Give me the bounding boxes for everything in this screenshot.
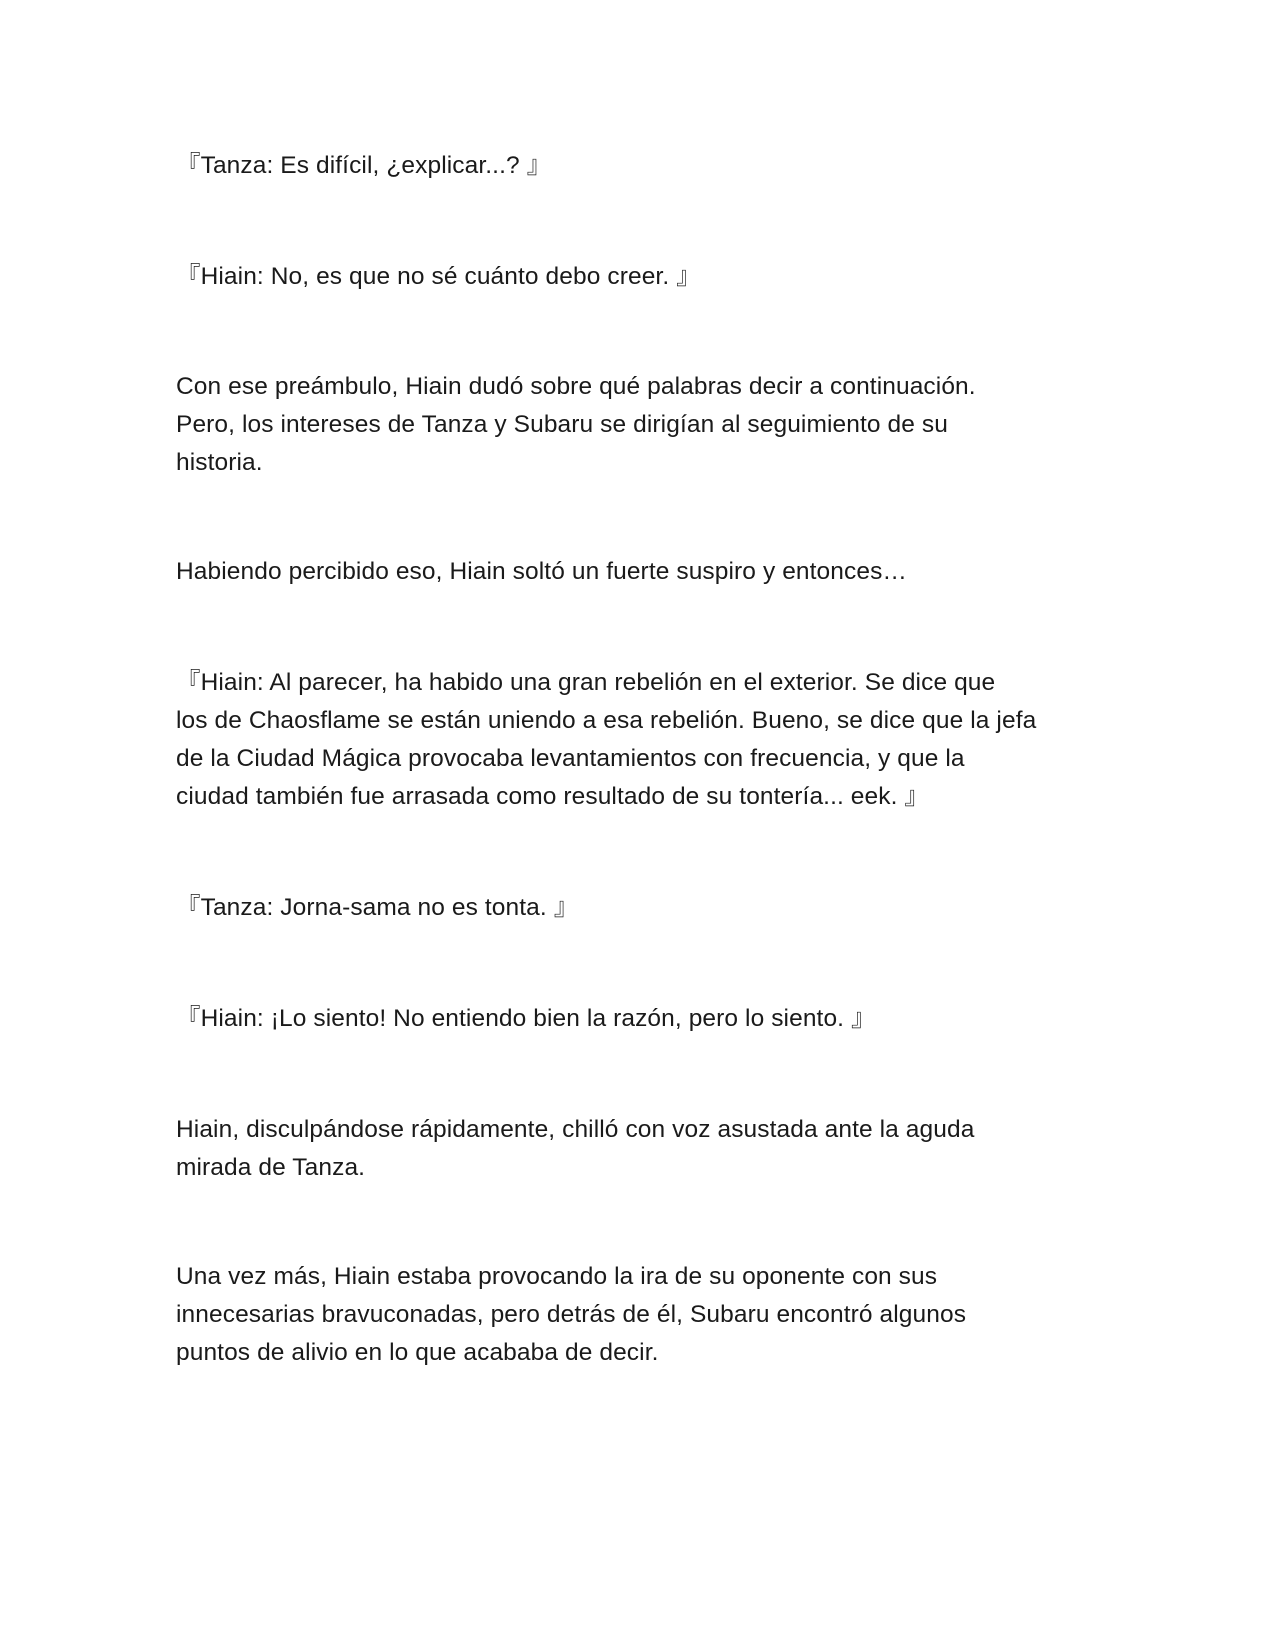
narration-paragraph — [176, 1111, 1106, 1187]
text-line: Pero, los intereses de Tanza y Subaru se dirigían al seguimiento de su — [176, 411, 948, 438]
narration-paragraph — [176, 1258, 1106, 1372]
dialogue-paragraph — [176, 258, 1106, 296]
narration-paragraph — [176, 553, 1106, 591]
text-line: puntos de alivio en lo que acababa de decir. — [176, 1339, 659, 1366]
text-line: 『Tanza: Jorna-sama no es tonta. 』 — [176, 894, 579, 921]
text-line: 『Hiain: No, es que no sé cuánto debo creer. 』 — [176, 263, 701, 290]
narration-paragraph — [176, 368, 1106, 482]
text-line: 『Hiain: ¡Lo siento! No entiendo bien la razón, pero lo siento. 』 — [176, 1005, 876, 1032]
text-line: historia. — [176, 449, 263, 476]
text-line: 『Tanza: Es difícil, ¿explicar...? 』 — [176, 152, 552, 179]
dialogue-paragraph — [176, 147, 1106, 185]
text-line: Habiendo percibido eso, Hiain soltó un fuerte suspiro y entonces… — [176, 558, 908, 585]
dialogue-paragraph — [176, 889, 1106, 927]
text-line: 『Hiain: Al parecer, ha habido una gran rebelión en el exterior. Se dice que — [176, 669, 996, 696]
text-line: innecesarias bravuconadas, pero detrás de él, Subaru encontró algunos — [176, 1301, 967, 1328]
dialogue-paragraph — [176, 664, 1106, 816]
text-line: Con ese preámbulo, Hiain dudó sobre qué palabras decir a continuación. — [176, 373, 976, 400]
text-line: ciudad también fue arrasada como resultado de su tontería... eek. 』 — [176, 783, 930, 810]
text-line: los de Chaosflame se están uniendo a esa rebelión. Bueno, se dice que la jefa — [176, 707, 1037, 734]
text-line: Una vez más, Hiain estaba provocando la ira de su oponente con sus — [176, 1263, 938, 1290]
text-line: de la Ciudad Mágica provocaba levantamientos con frecuencia, y que la — [176, 745, 965, 772]
text-line: mirada de Tanza. — [176, 1154, 366, 1181]
text-line: Hiain, disculpándose rápidamente, chilló con voz asustada ante la aguda — [176, 1116, 975, 1143]
dialogue-paragraph — [176, 1000, 1106, 1038]
